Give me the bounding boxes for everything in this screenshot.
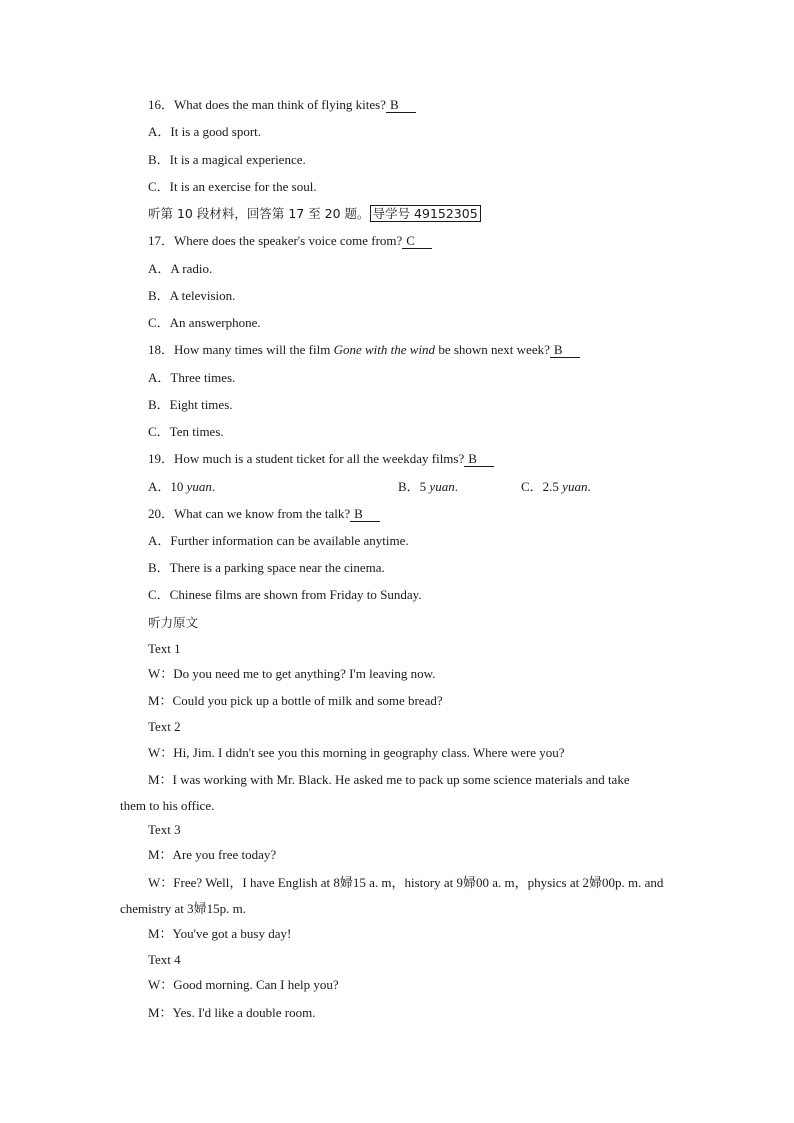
- question-16: [148, 97, 416, 113]
- guide-number-box: 导学号 49152305: [370, 205, 481, 222]
- text-1-man: M：Could you pick up a bottle of milk and some bread?: [148, 693, 443, 708]
- question-17: [148, 233, 432, 249]
- question-20: [148, 506, 380, 522]
- question-16-stem: 16．What does the man think of flying kites?: [148, 97, 386, 112]
- question-17-option-c: C．An answerphone.: [148, 315, 261, 330]
- text-3-label: Text 3: [148, 822, 181, 837]
- question-18-answer: B: [550, 343, 580, 358]
- text-2-man-line-1: M：I was working with Mr. Black. He asked me to pack up some science materials and take: [148, 772, 630, 787]
- question-17-option-a: A．A radio.: [148, 261, 213, 276]
- text-2-label: Text 2: [148, 719, 181, 734]
- text-3-woman-line-2: chemistry at 3婦15p. m.: [120, 901, 247, 916]
- option-a-period: .: [211, 479, 216, 494]
- question-19-stem: 19．How much is a student ticket for all the weekday films?: [148, 451, 465, 466]
- text-4-woman: W：Good morning. Can I help you?: [148, 977, 339, 992]
- transcript-heading: 听力原文: [148, 615, 199, 630]
- question-17-option-b: B．A television.: [148, 288, 236, 303]
- question-18-stem-pre: 18．How many times will the film: [148, 342, 334, 357]
- question-18-option-b: B．Eight times.: [148, 397, 233, 412]
- question-20-answer: B: [350, 507, 380, 522]
- question-16-answer: B: [386, 98, 416, 113]
- text-2-woman: W：Hi, Jim. I didn't see you this morning in geography class. Where were you?: [148, 745, 565, 760]
- text-1-woman: W：Do you need me to get anything? I'm leaving now.: [148, 666, 436, 681]
- question-19-answer: B: [464, 452, 494, 467]
- question-19: [148, 451, 494, 467]
- option-c-period: .: [587, 479, 591, 494]
- question-20-stem: 20．What can we know from the talk?: [148, 506, 351, 521]
- option-c-label: C．2.5: [521, 479, 563, 494]
- question-16-option-a: A．It is a good sport.: [148, 124, 262, 139]
- question-18-stem-post: be shown next week?: [435, 342, 550, 357]
- section-10-text: 听第 10 段材料，回答第 17 至 20 题。: [148, 206, 370, 221]
- question-19-option-b: [398, 479, 458, 495]
- question-17-answer: C: [402, 234, 432, 249]
- text-3-man-2: M：You've got a busy day!: [148, 926, 292, 941]
- option-a-label: A．10: [148, 479, 187, 494]
- film-title: Gone with the wind: [333, 342, 436, 357]
- question-20-option-c: C．Chinese films are shown from Friday to Sunday.: [148, 587, 422, 602]
- text-4-man: M：Yes. I'd like a double room.: [148, 1005, 316, 1020]
- option-b-period: .: [454, 479, 458, 494]
- question-19-option-a: [148, 479, 215, 495]
- text-2-man-line-2: them to his office.: [120, 798, 215, 813]
- text-1-label: Text 1: [148, 641, 181, 656]
- question-18-option-a: A．Three times.: [148, 370, 236, 385]
- question-17-stem: 17．Where does the speaker's voice come from?: [148, 233, 403, 248]
- question-18-option-c: C．Ten times.: [148, 424, 224, 439]
- question-20-option-b: B．There is a parking space near the cinema.: [148, 560, 385, 575]
- text-3-man: M：Are you free today?: [148, 847, 277, 862]
- option-c-unit: yuan: [562, 479, 588, 494]
- text-3-woman-line-1: W：Free? Well，I have English at 8婦15 a. m，history at 9婦00 a. m，physics at 2婦00p. m. and: [148, 875, 664, 890]
- option-a-unit: yuan: [186, 479, 212, 494]
- option-b-label: B．5: [398, 479, 430, 494]
- option-b-unit: yuan: [429, 479, 455, 494]
- section-10-instruction: [148, 206, 481, 222]
- question-16-option-c: C．It is an exercise for the soul.: [148, 179, 317, 194]
- text-4-label: Text 4: [148, 952, 181, 967]
- question-19-option-c: [521, 479, 591, 495]
- question-18: [148, 342, 580, 358]
- question-20-option-a: A．Further information can be available anytime.: [148, 533, 409, 548]
- question-16-option-b: B．It is a magical experience.: [148, 152, 306, 167]
